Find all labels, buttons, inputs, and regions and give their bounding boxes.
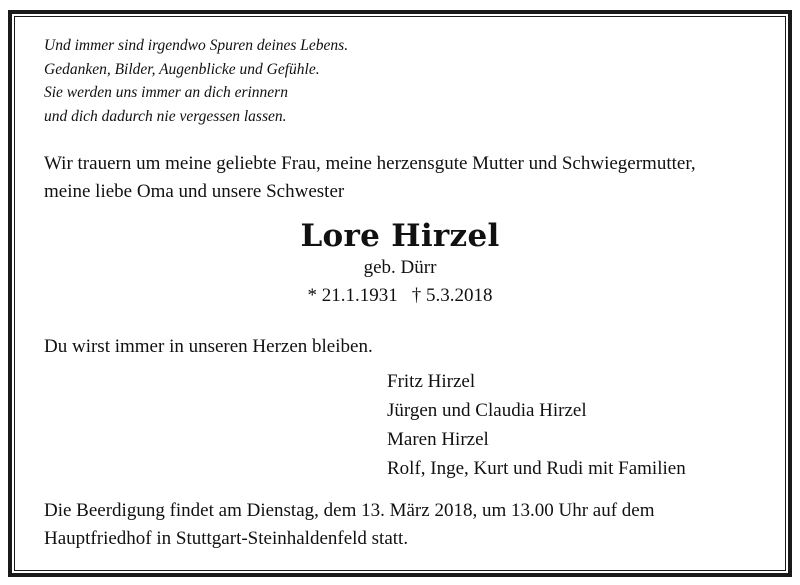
mourners-list [387, 367, 686, 483]
deceased-name: Lore Hirzel [300, 218, 500, 254]
poem-line: und dich dadurch nie vergessen lassen. [44, 107, 287, 125]
mourner: Rolf, Inge, Kurt und Rudi mit Familien [387, 458, 686, 479]
poem-line: Und immer sind irgendwo Spuren deines Lebens. [44, 37, 349, 54]
mourner: Jürgen und Claudia Hirzel [387, 400, 587, 421]
funeral-notice [44, 497, 655, 553]
poem-line: Gedanken, Bilder, Augenblicke und Gefühle. [44, 60, 320, 78]
maiden-name: geb. Dürr [363, 257, 437, 278]
mourner: Maren Hirzel [387, 429, 489, 450]
intro-text [44, 150, 696, 206]
death-date: † 5.3.2018 [411, 285, 493, 306]
funeral-line: Die Beerdigung findet am Dienstag, dem 13. März 2018, um 13.00 Uhr auf dem [44, 500, 655, 521]
intro-line: meine liebe Oma und unsere Schwester [44, 181, 345, 202]
birth-date: * 21.1.1931 [307, 285, 398, 306]
intro-line: Wir trauern um meine geliebte Frau, meine herzensgute Mutter und Schwiegermutter, [44, 153, 696, 174]
poem-line: Sie werden uns immer an dich erinnern [44, 84, 288, 101]
funeral-line: Hauptfriedhof in Stuttgart-Steinhaldenfeld statt. [44, 528, 409, 549]
life-dates [0, 283, 800, 309]
mourner: Fritz Hirzel [387, 371, 476, 392]
poem [44, 34, 348, 128]
farewell-text: Du wirst immer in unseren Herzen bleiben. [44, 336, 373, 357]
